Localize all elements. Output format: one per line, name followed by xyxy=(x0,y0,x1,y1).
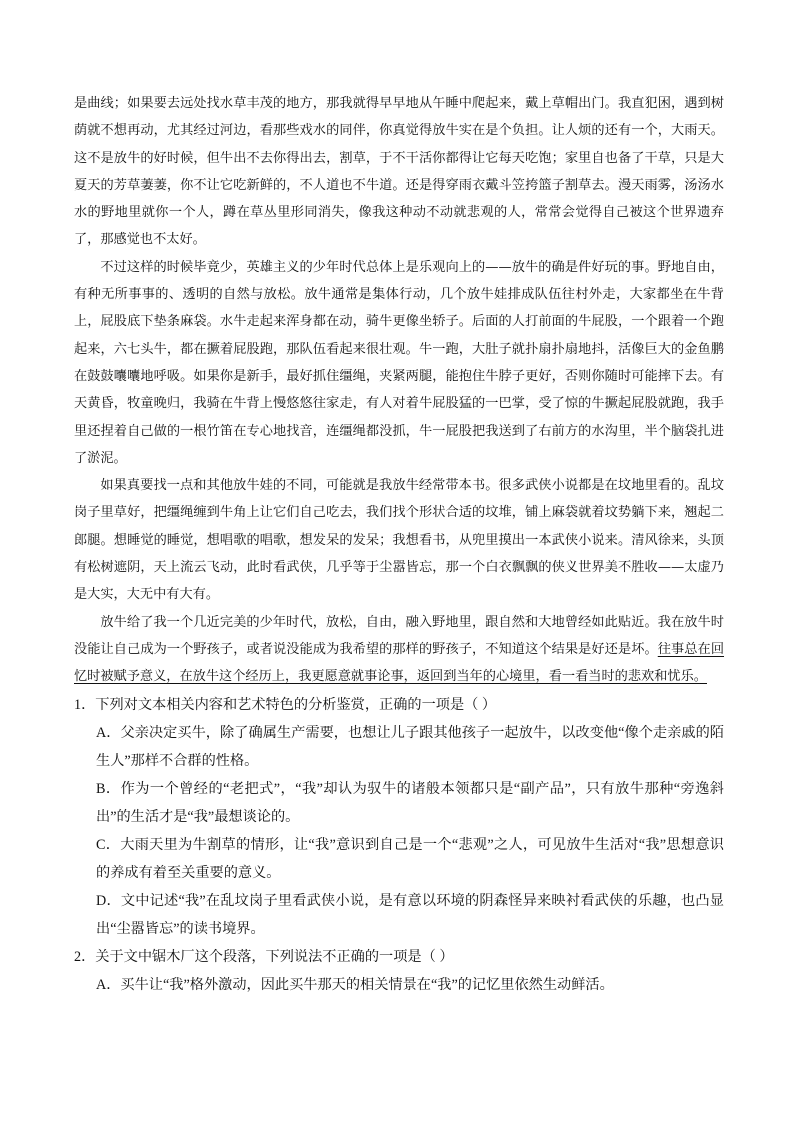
passage-paragraph-4 xyxy=(74,609,724,691)
question-2-stem: 2．关于文中锯木厂这个段落，下列说法不正确的一项是（ ） xyxy=(74,949,454,966)
question-1-stem: 1．下列对文本相关内容和艺术特色的分析鉴赏，正确的一项是（ ） xyxy=(74,696,497,713)
passage-paragraph-2: 不过这样的时候毕竟少，英雄主义的少年时代总体上是乐观向上的——放牛的确是件好玩的事。野地自由，有种无所事事的、透明的自然与放松。放牛通常是集体行动，几个放牛娃排成队伍往村外走，大家都坐在牛背上，屁股底下垫条麻袋。水牛走起来浑身都在动，骑牛更像坐轿子。后面的人打前面的牛屁股，一个跟着一个跑起来，六七头牛，都在撅着屁股跑，那队伍看起来很壮观。牛一跑，大肚子就扑扇扑扇地抖，活像巨大的金鱼鹏在鼓鼓囔囔地呼吸。如果你是新手，最好抓住缰绳，夹紧两腿，能抱住牛脖子更好，否则你随时可能摔下去。有天黄昏，牧童晚归，我骑在牛背上慢悠悠往家走，有人对着牛屁股猛的一巴掌，受了惊的牛撅起屁股就跑，我手里还捏着自己做的一根竹笛在专心地找音，连缰绳都没抓，牛一屁股把我送到了右前方的水沟里，半个脑袋扎进了淤泥。 xyxy=(74,259,724,466)
paragraph-4-text: 放牛给了我一个几近完美的少年时代，放松，自由，融入野地里，跟自然和大地曾经如此贴近。我在放牛时没能让自己成为一个野孩子，或者说没能成为我希望的那样的野孩子，不知道这个结果是好还是坏。 xyxy=(74,614,724,657)
question-1-option-d: D．文中记述“我”在乱坟岗子里看武侠小说，是有意以环境的阴森怪异来映衬看武侠的乐趣，也凸显出“尘嚣皆忘”的读书境界。 xyxy=(96,893,724,938)
question-1-option-b: B．作为一个曾经的“老把式”，“我”却认为驭牛的诸般本领都只是“副产品”，只有放牛那种“旁逸斜出”的生活才是“我”最想谈论的。 xyxy=(96,780,724,825)
question-1-option-a: A．父亲决定买牛，除了确属生产需要，也想让儿子跟其他孩子一起放牛，以改变他“像个走亲戚的陌生人”那样不合群的性格。 xyxy=(96,724,724,769)
question-2-option-a: A．买牛让“我”格外激动，因此买牛那天的相关情景在“我”的记忆里依然生动鲜活。 xyxy=(96,977,614,994)
underlined-sentence: 往事总在回忆时被赋予意义，在放牛这个经历上，我更愿意就事论事，返回到当年的心境里，看一看当时的悲欢和忧乐。 xyxy=(74,641,725,685)
passage-paragraph-3: 如果真要找一点和其他放牛娃的不同，可能就是我放牛经常带本书。很多武侠小说都是在坟地里看的。乱坟岗子里草好，把缰绳缠到牛角上让它们自己吃去，我们找个形状合适的坟堆，铺上麻袋就着坟势躺下来，翘起二郎腿。想睡觉的睡觉，想唱歌的唱歌，想发呆的发呆；我想看书，从兜里摸出一本武侠小说来。清风徐来，头顶有松树遮阴，天上流云飞动，此时看武侠，几乎等于尘嚣皆忘，那一个白衣飘飘的侠义世界美不胜收——太虚乃是大实，大无中有大有。 xyxy=(74,478,724,603)
passage-paragraph-1: 是曲线；如果要去远处找水草丰茂的地方，那我就得早早地从午睡中爬起来，戴上草帽出门。我直犯困，遇到树荫就不想再动，尤其经过河边，看那些戏水的同伴，你真觉得放牛实在是个负担。让人烦的还有一个，大雨天。这不是放牛的好时候，但牛出不去你得出去，割草，于不干活你都得让它每天吃饱；家里自也备了干草，只是大夏天的芳草萋萋，你不让它吃新鲜的，不人道也不牛道。还是得穿雨衣戴斗笠挎篮子割草去。漫天雨雾，汤汤水水的野地里就你一个人，蹲在草丛里形同消失，像我这种动不动就悲观的人，常常会觉得自己被这个世界遗弃了，那感觉也不太好。 xyxy=(74,96,724,248)
question-1-option-c: C．大雨天里为牛割草的情形，让“我”意识到自己是一个“悲观”之人，可见放牛生活对“我”思想意识的养成有着至关重要的意义。 xyxy=(96,837,724,882)
document-page xyxy=(74,90,724,1000)
question-section xyxy=(74,691,724,1000)
